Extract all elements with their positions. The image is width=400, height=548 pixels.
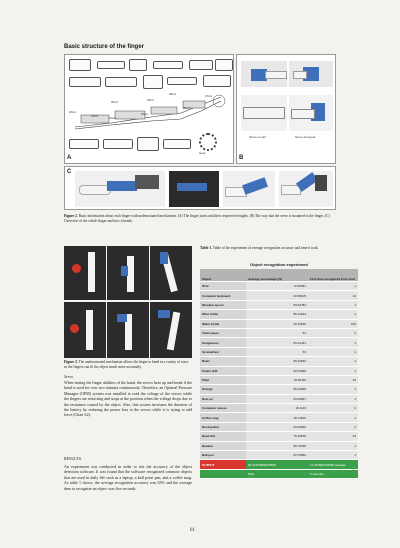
figure3-caption-lead: Figure 3. bbox=[64, 360, 78, 364]
object-name-cell: Computer mouse bbox=[200, 404, 246, 413]
finger-photo bbox=[223, 171, 275, 207]
servo-paragraph: When testing the finger abilities of the hand, the servos heat up and break if the hand is used for over two minutes continuously. Therefore, an Optimal Pressure Manager (OPM) system was installed to read the voltage of the servos while the fingers are retracting and stops at the position when the voltage drops due to the resistance caused by the object. Also, this system increases the duration of the battery by reducing the power loss to the servos while it is trying to add force (Chart S2). bbox=[64, 380, 192, 418]
table-row bbox=[200, 357, 358, 366]
object-name-cell: Ruler bbox=[200, 357, 246, 366]
value-cell: 1 bbox=[308, 366, 358, 375]
servo-gear-label: Servo and gear bbox=[295, 135, 316, 139]
figure3-photo bbox=[150, 302, 192, 358]
figure3-caption-text: The underactuated mechanism allows the finger to bend in a variety of ways so the fingers can fit the object much more accurately. bbox=[64, 360, 189, 369]
panel-a-label: A bbox=[67, 155, 72, 161]
finger-part bbox=[167, 77, 197, 85]
table1-caption bbox=[200, 246, 336, 251]
dimension-label: 25mm bbox=[91, 115, 99, 118]
object-name-cell: Computer keyboard bbox=[200, 291, 246, 300]
finger-part bbox=[69, 77, 101, 87]
finger-part bbox=[69, 59, 91, 71]
table-row bbox=[200, 366, 358, 375]
value-cell: 15 bbox=[308, 375, 358, 384]
servo-mount-label: Servo mount bbox=[249, 135, 267, 139]
table-row bbox=[200, 347, 358, 356]
table-row bbox=[200, 394, 358, 403]
value-cell: 1 bbox=[308, 385, 358, 394]
object-name-cell: Water bottle bbox=[200, 319, 246, 328]
table-row bbox=[200, 282, 358, 291]
figure3-photo bbox=[64, 246, 106, 300]
table-row bbox=[200, 441, 358, 450]
object-name-cell: Ball pen bbox=[200, 451, 246, 460]
value-cell: 85.13244 bbox=[246, 310, 308, 319]
object-name-cell: Orange bbox=[200, 385, 246, 394]
output-value: 11.473684210526 average bbox=[308, 460, 358, 469]
value-cell: 20.58105 bbox=[246, 291, 308, 300]
dimension-label: 15mm bbox=[205, 95, 213, 98]
finger-part bbox=[203, 75, 231, 87]
table-row bbox=[200, 310, 358, 319]
table-row bbox=[200, 413, 358, 422]
value-cell: 35.15625 bbox=[246, 319, 308, 328]
object-name-cell: iPod bbox=[200, 282, 246, 291]
finger-part bbox=[143, 75, 163, 89]
value-cell: 96.24816 bbox=[246, 357, 308, 366]
table-header: Average percentage (%) bbox=[246, 269, 308, 282]
value-cell: 1 bbox=[308, 357, 358, 366]
figure2-caption-lead: Figure 2. bbox=[64, 214, 78, 218]
object-name-cell: Sunglasses bbox=[200, 338, 246, 347]
value-cell: 53 bbox=[246, 347, 308, 356]
value-cell: 83.12441 bbox=[246, 338, 308, 347]
value-cell: 99.70238 bbox=[246, 441, 308, 450]
output-label: OUTPUT bbox=[200, 460, 246, 469]
object-name-cell: Power drill bbox=[200, 366, 246, 375]
results-paragraph: An experiment was conducted in order to test the accuracy of the object detection software. It was found that the software recognized common objects that are used in daily life such as a laptop, a ball point pen, and a coffee mug. As table 1 shows, the average recognition accuracy was 63% and the average time to recognize an object was five seconds. bbox=[64, 464, 192, 491]
finger-part bbox=[189, 60, 213, 70]
table-row bbox=[200, 291, 358, 300]
value-cell: 23 bbox=[308, 432, 358, 441]
figure3-photo bbox=[107, 302, 149, 358]
figure2-panel-a bbox=[64, 54, 234, 164]
page-number: 61 bbox=[190, 528, 195, 533]
object-name-cell: Note pc bbox=[200, 394, 246, 403]
dimension-label: 25mm bbox=[141, 113, 149, 116]
value-cell: 2 bbox=[308, 404, 358, 413]
figure2-panel-b bbox=[236, 54, 336, 164]
figure3-photo bbox=[150, 246, 192, 300]
output-value: 63% bbox=[246, 469, 308, 478]
figure3-photo bbox=[64, 302, 106, 358]
value-cell: 83.64783 bbox=[246, 300, 308, 309]
servo-photo bbox=[289, 61, 333, 87]
dimension-label: 35mm bbox=[111, 101, 119, 104]
servo-gear-photo bbox=[289, 95, 333, 131]
finger-photo bbox=[169, 171, 219, 207]
finger-part bbox=[69, 139, 99, 149]
figure3-photo-grid bbox=[64, 246, 192, 358]
value-cell: 75.45878 bbox=[246, 432, 308, 441]
table-header: Object bbox=[200, 269, 246, 282]
dimension-label: 15mm bbox=[109, 117, 117, 120]
table-output-row bbox=[200, 460, 358, 469]
value-cell: 60.75849 bbox=[246, 451, 308, 460]
figure2-title: Basic structure of the finger bbox=[64, 44, 145, 50]
table-row bbox=[200, 338, 358, 347]
table1-caption-text: Table of the experiment of average recognition accuracy and time it took. bbox=[212, 246, 319, 250]
table-row bbox=[200, 432, 358, 441]
value-cell: 1 bbox=[308, 310, 358, 319]
figure3-photo bbox=[107, 246, 149, 300]
table-output-row bbox=[200, 469, 358, 478]
figure2-caption bbox=[64, 214, 336, 224]
value-cell: 51 bbox=[246, 328, 308, 337]
value-cell: 16.66116 bbox=[246, 375, 308, 384]
servo-photo bbox=[241, 61, 287, 87]
finger-part bbox=[153, 61, 183, 69]
servo-heading: Servo bbox=[64, 374, 74, 379]
object-name-cell: Screwdriver bbox=[200, 347, 246, 356]
value-cell: 92.51999 bbox=[246, 366, 308, 375]
value-cell: 1 bbox=[308, 347, 358, 356]
value-cell: 2 bbox=[308, 422, 358, 431]
gear-label: Gear bbox=[199, 151, 206, 155]
table1-caption-lead: Table 1. bbox=[200, 246, 213, 250]
finger-part bbox=[129, 59, 147, 71]
value-cell: 2 bbox=[308, 328, 358, 337]
value-cell: 1 bbox=[308, 413, 358, 422]
figure2-panel-c bbox=[64, 166, 336, 210]
results-heading: RESULTS. bbox=[64, 456, 82, 461]
value-cell: 1 bbox=[308, 451, 358, 460]
table-row bbox=[200, 375, 358, 384]
figure2-caption-text: Basic information about each finger with underactuated mechanism. (A) The finger joints and their respective lengths. (B) The way that the servo is mounted to the finger. (C) Overview of the whole finger and how it bends. bbox=[64, 214, 330, 223]
table1-title: Object recognition experiment bbox=[250, 262, 308, 267]
value-cell: 1 bbox=[308, 338, 358, 347]
object-name-cell: Plate bbox=[200, 375, 246, 384]
finger-part bbox=[163, 139, 191, 149]
value-cell: 1 bbox=[308, 441, 358, 450]
value-cell: 18.1129 bbox=[246, 404, 308, 413]
panel-c-label: C bbox=[67, 169, 72, 175]
finger-photo bbox=[75, 171, 165, 207]
finger-part bbox=[97, 61, 125, 69]
object-name-cell: Wooden spoon bbox=[200, 300, 246, 309]
object-name-cell: Coffee mug bbox=[200, 413, 246, 422]
object-name-cell: Band Aid bbox=[200, 432, 246, 441]
value-cell: 53.06667 bbox=[246, 394, 308, 403]
finger-part bbox=[103, 139, 133, 149]
servo-mount-photo bbox=[241, 95, 287, 131]
table1 bbox=[200, 269, 358, 479]
value-cell: 86.20696 bbox=[246, 385, 308, 394]
output-value: 5 seconds bbox=[308, 469, 358, 478]
table-row bbox=[200, 385, 358, 394]
dimension-label: 28mm bbox=[169, 93, 177, 96]
gear-icon bbox=[199, 133, 217, 151]
finger-part bbox=[105, 77, 137, 87]
dimension-label: 25mm bbox=[147, 99, 155, 102]
table-row bbox=[200, 328, 358, 337]
table-row bbox=[200, 319, 358, 328]
object-name-cell: Banana bbox=[200, 441, 246, 450]
table-row bbox=[200, 451, 358, 460]
object-name-cell: Toilet paper bbox=[200, 328, 246, 337]
finger-part bbox=[137, 137, 159, 151]
panel-b-label: B bbox=[239, 155, 244, 161]
object-name-cell: Wine bottle bbox=[200, 310, 246, 319]
object-name-cell: Book jacket bbox=[200, 422, 246, 431]
table-row bbox=[200, 422, 358, 431]
value-cell: 23.49066 bbox=[246, 422, 308, 431]
dimension-label: 30mm bbox=[183, 107, 191, 110]
output-value: 63.31230381637889 bbox=[246, 460, 308, 469]
table-row bbox=[200, 404, 358, 413]
value-cell: 1 bbox=[308, 394, 358, 403]
value-cell: 1 bbox=[308, 282, 358, 291]
value-cell: 72.56051 bbox=[246, 282, 308, 291]
table-row bbox=[200, 300, 358, 309]
table-header: First time recognized from start bbox=[308, 269, 358, 282]
dimension-label: 20mm bbox=[69, 111, 77, 114]
value-cell: 1 bbox=[308, 300, 358, 309]
finger-part bbox=[215, 59, 233, 71]
figure3-caption bbox=[64, 360, 192, 370]
finger-photo bbox=[279, 171, 333, 207]
value-cell: 150 bbox=[308, 319, 358, 328]
value-cell: 60.11602 bbox=[246, 413, 308, 422]
value-cell: 12 bbox=[308, 291, 358, 300]
